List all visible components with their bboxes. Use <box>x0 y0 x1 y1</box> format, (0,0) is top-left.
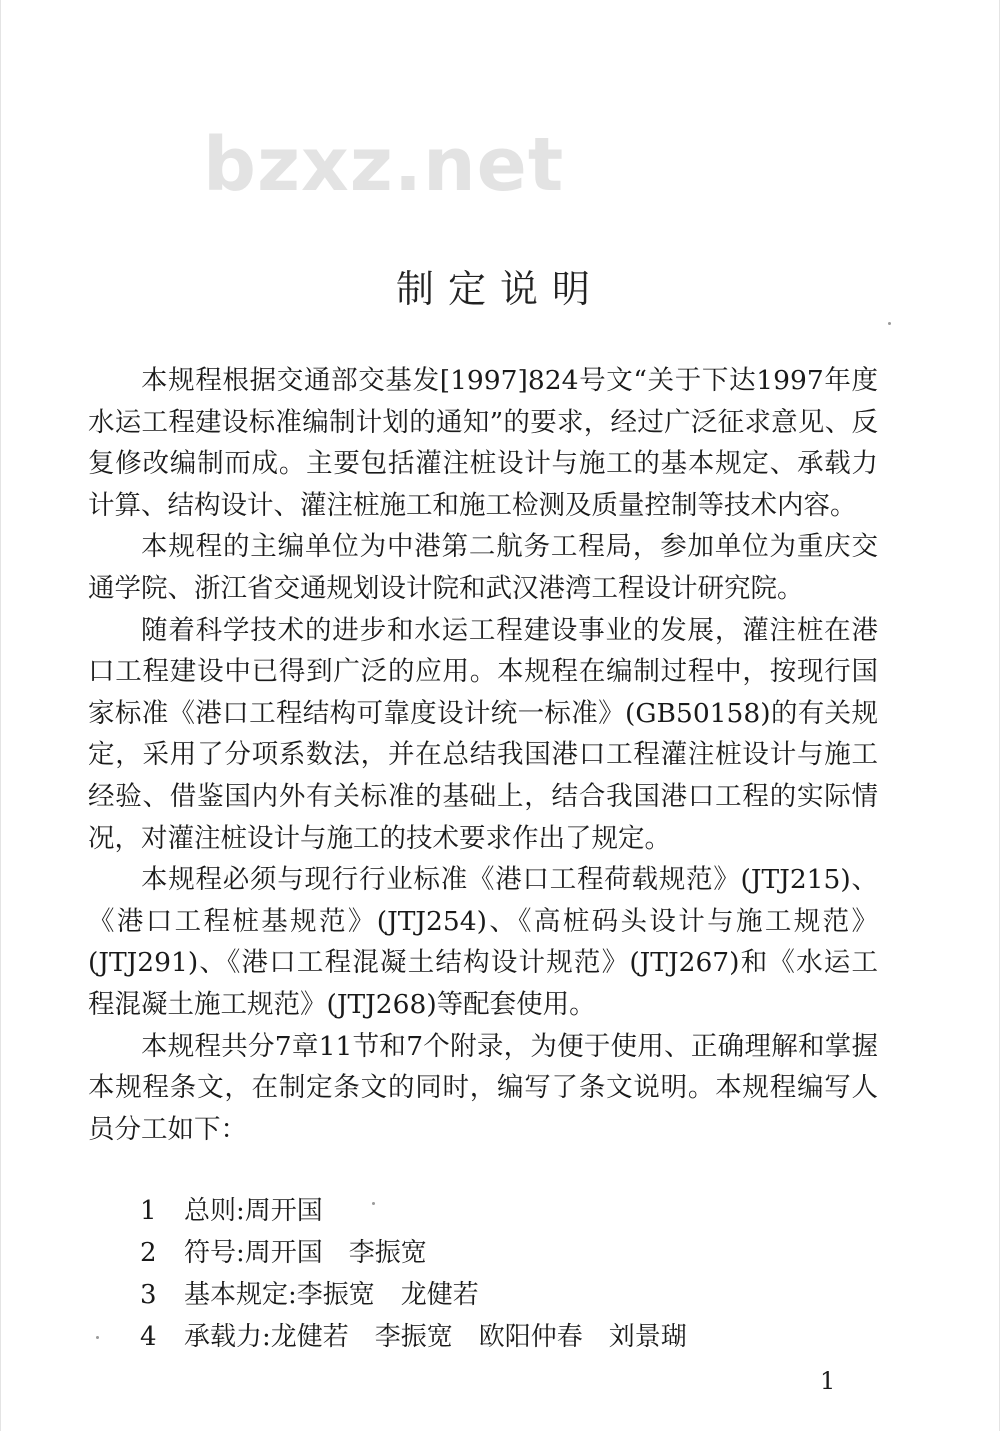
staff-item-text: 承载力:龙健若 李振宽 欧阳仲春 刘景瑚 <box>184 1322 687 1352</box>
staff-item <box>140 1232 687 1274</box>
scan-speck <box>372 1202 375 1205</box>
page-title: 制定说明 <box>395 267 604 311</box>
page-number: 1 <box>820 1367 836 1395</box>
staff-item-number: 3 <box>140 1280 157 1310</box>
staff-item-text: 符号:周开国 李振宽 <box>184 1238 427 1268</box>
body-text <box>88 360 878 1150</box>
staff-list <box>140 1190 687 1358</box>
paragraph-4: 本规程必须与现行行业标准《港口工程荷载规范》(JTJ215)、《港口工程桩基规范》(JTJ254)、《高桩码头设计与施工规范》(JTJ291)、《港口工程混凝土结构设计规范》(JTJ267)和《水运工程混凝土施工规范》(JTJ268)等配套使用。 <box>88 864 878 1020</box>
staff-item-text: 基本规定:李振宽 龙健若 <box>184 1280 479 1310</box>
staff-item <box>140 1190 687 1232</box>
scan-speck <box>888 322 891 325</box>
paragraph-1: 本规程根据交通部交基发[1997]824号文“关于下达1997年度水运工程建设标准编制计划的通知”的要求，经过广泛征求意见、反复修改编制而成。主要包括灌注桩设计与施工的基本规定、承载力计算、结构设计、灌注桩施工和施工检测及质量控制等技术内容。 <box>88 365 878 521</box>
paragraph-3: 随着科学技术的进步和水运工程建设事业的发展，灌注桩在港口工程建设中已得到广泛的应用。本规程在编制过程中，按现行国家标准《港口工程结构可靠度设计统一标准》(GB50158)的有关规定，采用了分项系数法，并在总结我国港口工程灌注桩设计与施工经验、借鉴国内外有关标准的基础上，结合我国港口工程的实际情况，对灌注桩设计与施工的技术要求作出了规定。 <box>88 614 878 854</box>
staff-item <box>140 1274 687 1316</box>
staff-item-number: 4 <box>140 1322 157 1352</box>
staff-item-text: 总则:周开国 <box>184 1196 323 1226</box>
paragraph-5: 本规程共分7章11节和7个附录，为便于使用、正确理解和掌握本规程条文，在制定条文的同时，编写了条文说明。本规程编写人员分工如下： <box>88 1030 878 1145</box>
staff-item <box>140 1316 687 1358</box>
scan-speck <box>96 1336 99 1339</box>
staff-item-number: 1 <box>140 1196 157 1226</box>
paragraph-2: 本规程的主编单位为中港第二航务工程局，参加单位为重庆交通学院、浙江省交通规划设计院和武汉港湾工程设计研究院。 <box>88 531 878 604</box>
staff-item-number: 2 <box>140 1238 157 1268</box>
watermark: bzxz.net <box>203 122 565 208</box>
